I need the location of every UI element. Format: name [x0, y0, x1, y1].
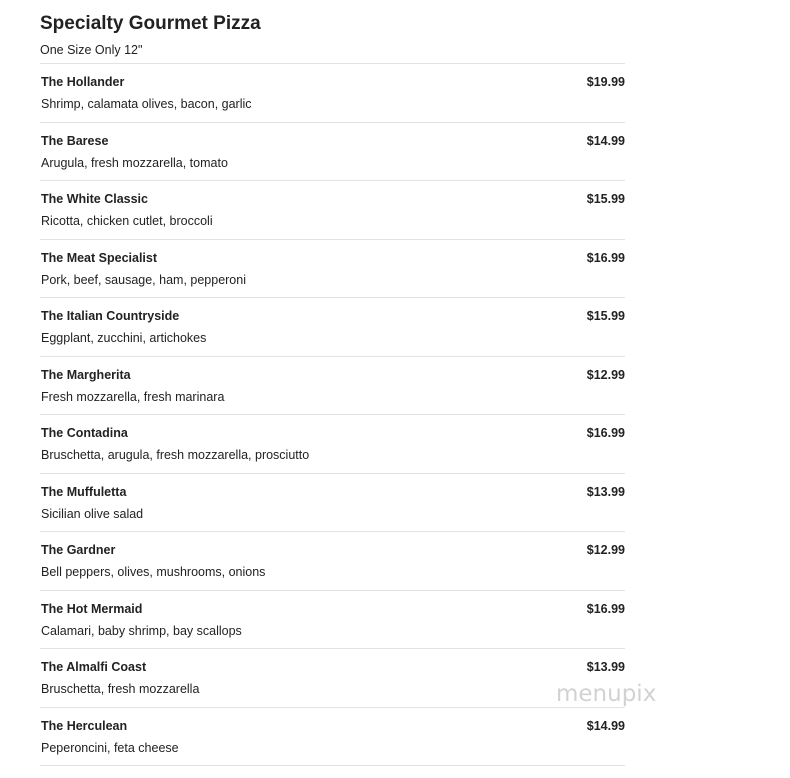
- menu-item: [40, 357, 625, 416]
- menu-item: [40, 298, 625, 357]
- menu-item: [40, 474, 625, 533]
- item-description: Bell peppers, olives, mushrooms, onions: [41, 565, 266, 579]
- menu-section: [40, 12, 625, 766]
- menu-item: [40, 415, 625, 474]
- item-description: Pork, beef, sausage, ham, pepperoni: [41, 272, 246, 287]
- item-name: The Hot Mermaid: [41, 601, 143, 616]
- item-name: The Contadina: [41, 426, 128, 440]
- item-description: Ricotta, chicken cutlet, broccoli: [41, 214, 213, 228]
- menu-item: [40, 123, 625, 182]
- menu-item: [40, 591, 625, 650]
- item-price: $16.99: [586, 426, 625, 440]
- item-name: The Meat Specialist: [41, 250, 158, 265]
- item-name: The Margherita: [41, 367, 131, 382]
- menu-item: [40, 708, 625, 767]
- item-description: Sicilian olive salad: [41, 506, 144, 521]
- item-name: The Barese: [41, 133, 109, 148]
- item-price: $12.99: [586, 367, 625, 382]
- item-description: Bruschetta, fresh mozzarella: [41, 682, 200, 696]
- item-name: The Italian Countryside: [41, 309, 180, 323]
- item-price: $14.99: [586, 133, 625, 148]
- item-price: $13.99: [586, 660, 625, 674]
- menu-item: [40, 532, 625, 591]
- item-price: $15.99: [586, 192, 625, 206]
- item-description: Arugula, fresh mozzarella, tomato: [41, 155, 228, 170]
- item-name: The Gardner: [41, 543, 116, 557]
- menu-item: [40, 240, 625, 299]
- item-price: $15.99: [586, 309, 625, 323]
- item-description: Fresh mozzarella, fresh marinara: [41, 389, 225, 404]
- watermark-logo: menupix: [556, 681, 657, 707]
- item-name: The Hollander: [41, 75, 125, 89]
- item-name: The Herculean: [41, 718, 128, 733]
- section-title: Specialty Gourmet Pizza: [40, 13, 261, 34]
- menu-item: [40, 649, 625, 708]
- item-price: $16.99: [586, 601, 625, 616]
- item-name: The White Classic: [41, 192, 148, 206]
- item-description: Bruschetta, arugula, fresh mozzarella, prosciutto: [41, 448, 310, 462]
- item-price: $16.99: [586, 250, 625, 265]
- item-description: Shrimp, calamata olives, bacon, garlic: [41, 97, 252, 111]
- item-price: $13.99: [586, 484, 625, 499]
- item-price: $14.99: [586, 718, 625, 733]
- item-name: The Almalfi Coast: [41, 660, 147, 674]
- item-description: Eggplant, zucchini, artichokes: [41, 331, 207, 345]
- item-price: $12.99: [586, 543, 625, 557]
- item-price: $19.99: [586, 75, 625, 89]
- item-description: Peperoncini, feta cheese: [41, 740, 179, 755]
- item-name: The Muffuletta: [41, 484, 127, 499]
- section-subtitle: One Size Only 12": [40, 42, 625, 64]
- menu-item: [40, 64, 625, 123]
- menu-item: [40, 181, 625, 240]
- item-description: Calamari, baby shrimp, bay scallops: [41, 623, 242, 638]
